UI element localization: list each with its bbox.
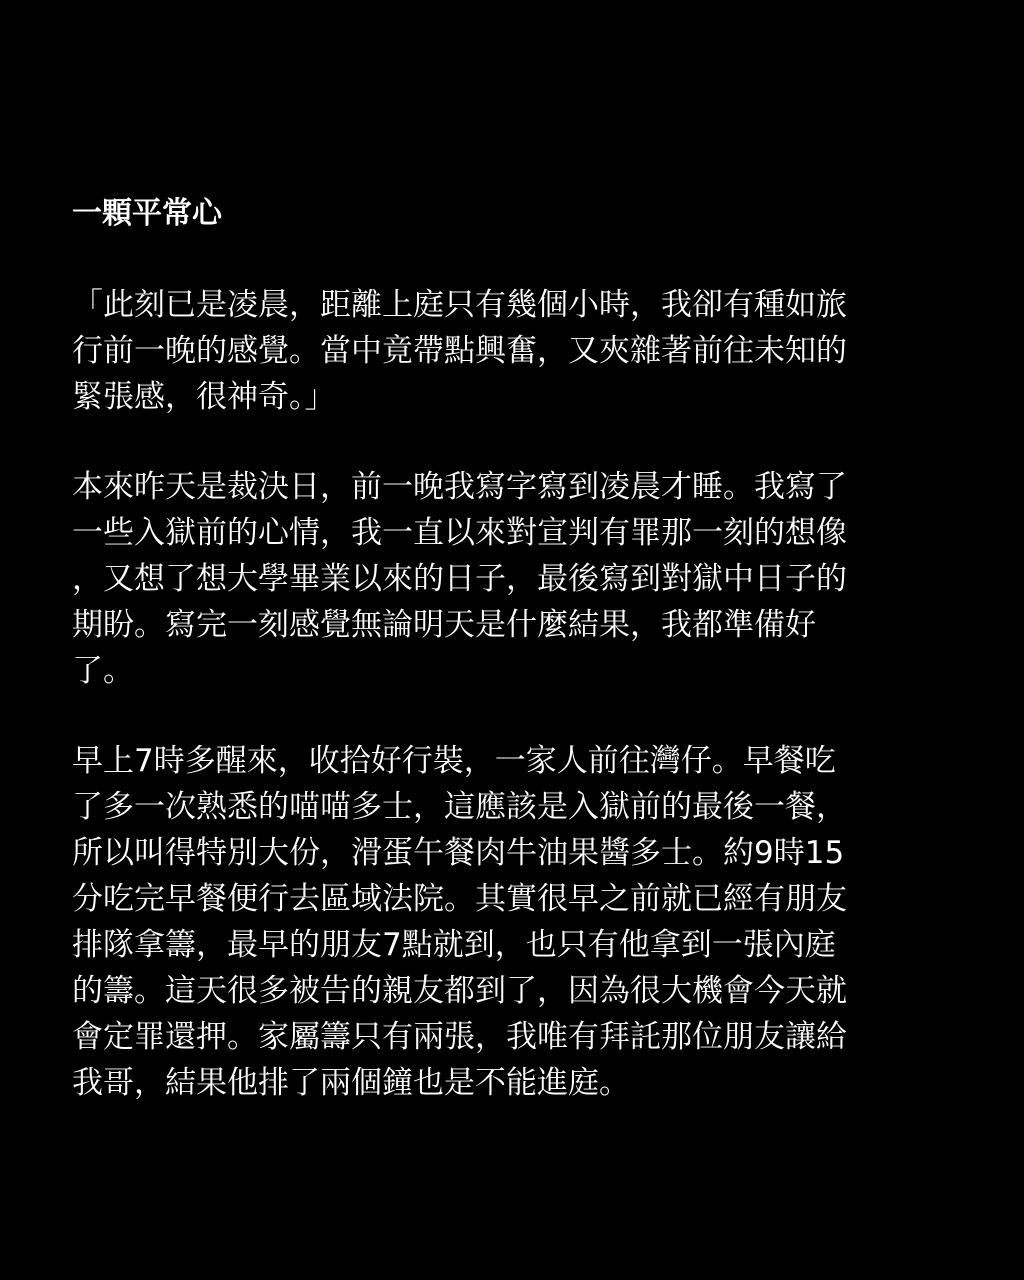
text-line: 了。 <box>72 653 134 689</box>
text-line: 所以叫得特別大份，滑蛋午餐肉牛油果醬多士。約9時15 <box>72 835 845 871</box>
text-line: 會定罪還押。家屬籌只有兩張，我唯有拜託那位朋友讓給 <box>72 1019 847 1055</box>
text-line: 緊張感，很神奇。」 <box>72 379 336 415</box>
text-line: ，又想了想大學畢業以來的日子，最後寫到對獄中日子的 <box>72 561 847 597</box>
text-line: 分吃完早餐便行去區域法院。其實很早之前就已經有朋友 <box>72 881 847 917</box>
text-line: 本來昨天是裁決日，前一晚我寫字寫到凌晨才睡。我寫了 <box>72 469 847 505</box>
text-line: 的籌。這天很多被告的親友都到了，因為很大機會今天就 <box>72 973 847 1009</box>
text-line: 了多一次熟悉的喵喵多士，這應該是入獄前的最後一餐， <box>72 789 847 825</box>
text-line: 排隊拿籌，最早的朋友7點就到，也只有他拿到一張內庭 <box>72 927 836 963</box>
document-title: 一顆平常心 <box>72 196 222 231</box>
text-line: 「此刻已是凌晨，距離上庭只有幾個小時，我卻有種如旅 <box>72 287 847 323</box>
paragraph-morning <box>72 738 847 1106</box>
text-line: 行前一晚的感覺。當中竟帶點興奮，又夾雜著前往未知的 <box>72 333 847 369</box>
text-line: 早上7時多醒來，收拾好行裝，一家人前往灣仔。早餐吃 <box>72 743 836 779</box>
paragraph-quote <box>72 282 847 420</box>
text-line: 我哥，結果他排了兩個鐘也是不能進庭。 <box>72 1065 630 1101</box>
text-line: 期盼。寫完一刻感覺無論明天是什麼結果，我都準備好 <box>72 607 816 643</box>
text-line: 一些入獄前的心情，我一直以來對宣判有罪那一刻的想像 <box>72 515 847 551</box>
paragraph-verdict-eve <box>72 464 847 694</box>
